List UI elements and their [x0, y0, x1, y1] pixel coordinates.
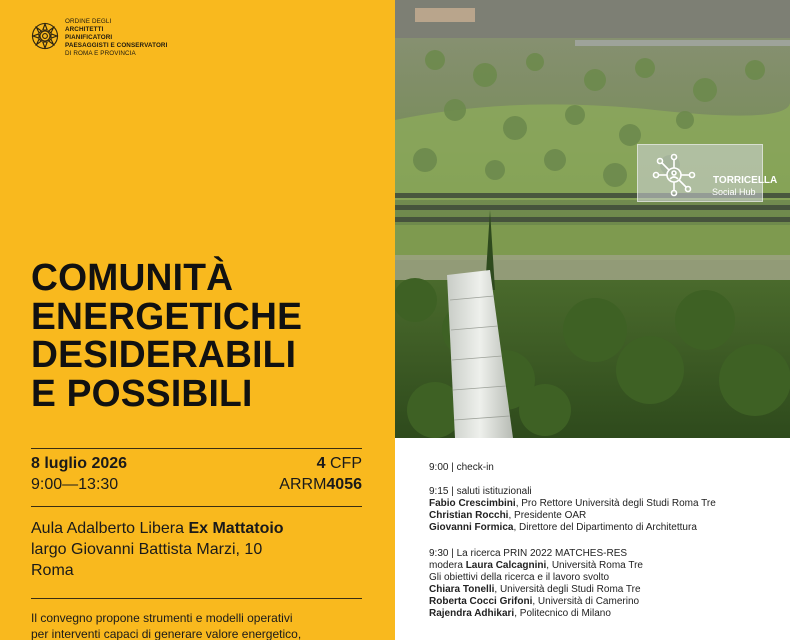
badge-subtitle: Social Hub: [712, 187, 756, 197]
title-line: ENERGETICHE: [31, 295, 303, 338]
cfp-label: CFP: [325, 455, 362, 472]
venue-address: largo Giovanni Battista Marzi, 10: [31, 541, 263, 558]
speaker-role: , Direttore del Dipartimento di Architettura: [513, 522, 697, 533]
program-item: [429, 548, 643, 620]
speaker: [429, 498, 716, 510]
org-line: DI ROMA E PROVINCIA: [65, 50, 136, 58]
org-line: PIANIFICATORI: [65, 34, 113, 42]
org-line: PAESAGGISTI E CONSERVATORI: [65, 42, 168, 50]
speaker-role: , Pro Rettore Università degli Studi Roma Tre: [515, 498, 716, 509]
speaker-role: , Presidente OAR: [508, 510, 587, 521]
speaker-name: Giovanni Formica: [429, 522, 514, 533]
program-item: [429, 462, 494, 474]
code-number: 4056: [326, 476, 362, 493]
program-panel: [395, 438, 790, 640]
speaker: [429, 584, 643, 596]
description-line: per interventi capaci di generare valore energetico,: [31, 627, 302, 640]
hero-photo: [395, 0, 790, 438]
speaker: [429, 522, 716, 534]
speaker: [429, 608, 643, 620]
moderator-role: , Università Roma Tre: [546, 560, 643, 571]
cfp-number: 4: [316, 455, 326, 472]
divider: [31, 448, 362, 449]
speaker-name: Christian Rocchi: [429, 510, 509, 521]
title-line: COMUNITÀ: [31, 257, 234, 299]
venue-building: Ex Mattatoio: [188, 520, 284, 537]
venue-hall: Aula Adalberto Libera: [31, 520, 189, 537]
program-time: 9:00 | check-in: [429, 462, 494, 473]
speaker-name: Fabio Crescimbini: [429, 498, 516, 509]
event-description: [31, 610, 301, 640]
organization-name: [65, 18, 167, 58]
speaker-name: Roberta Cocci Grifoni: [429, 596, 533, 607]
speaker: [429, 510, 716, 522]
org-line: ORDINE DEGLI: [65, 18, 112, 25]
venue-line: [31, 518, 284, 539]
landscape-illustration: [395, 0, 790, 438]
moderator-name: Laura Calcagnini: [465, 560, 547, 571]
program-time: 9:30 | La ricerca PRIN 2022 MATCHES-RES: [429, 548, 628, 559]
speaker-role: , Università degli Studi Roma Tre: [494, 584, 641, 595]
cfp-credits: [317, 455, 362, 473]
sunflower-logo-icon: [31, 19, 59, 53]
speaker-role: , Università di Camerino: [532, 596, 640, 607]
session-topic: Gli obiettivi della ricerca e il lavoro svolto: [429, 572, 610, 583]
course-code: [279, 476, 362, 494]
program-item: [429, 486, 716, 534]
event-date: 8 luglio 2026: [31, 455, 128, 472]
title-line: DESIDERABILI: [31, 334, 297, 376]
event-time: 9:00—13:30: [31, 476, 119, 493]
moderator-label: modera: [429, 560, 466, 571]
network-hub-icon: [652, 153, 696, 197]
divider: [31, 506, 362, 507]
badge-title: TORRICELLA: [713, 175, 778, 186]
divider: [31, 598, 362, 599]
description-line: Il convegno propone strumenti e modelli operativi: [31, 611, 293, 625]
program-time: 9:15 | saluti istituzionali: [429, 486, 532, 497]
speaker: [429, 596, 643, 608]
speaker-role: , Politecnico di Milano: [514, 608, 611, 619]
venue-city: Roma: [31, 562, 74, 579]
org-line: ARCHITETTI: [65, 26, 104, 34]
event-title: [31, 259, 302, 413]
moderator: [429, 560, 643, 572]
speaker-name: Rajendra Adhikari: [429, 608, 515, 619]
code-prefix: ARRM: [279, 476, 327, 493]
venue: [31, 518, 284, 581]
speaker-name: Chiara Tonelli: [429, 584, 495, 595]
title-line: E POSSIBILI: [31, 372, 253, 415]
